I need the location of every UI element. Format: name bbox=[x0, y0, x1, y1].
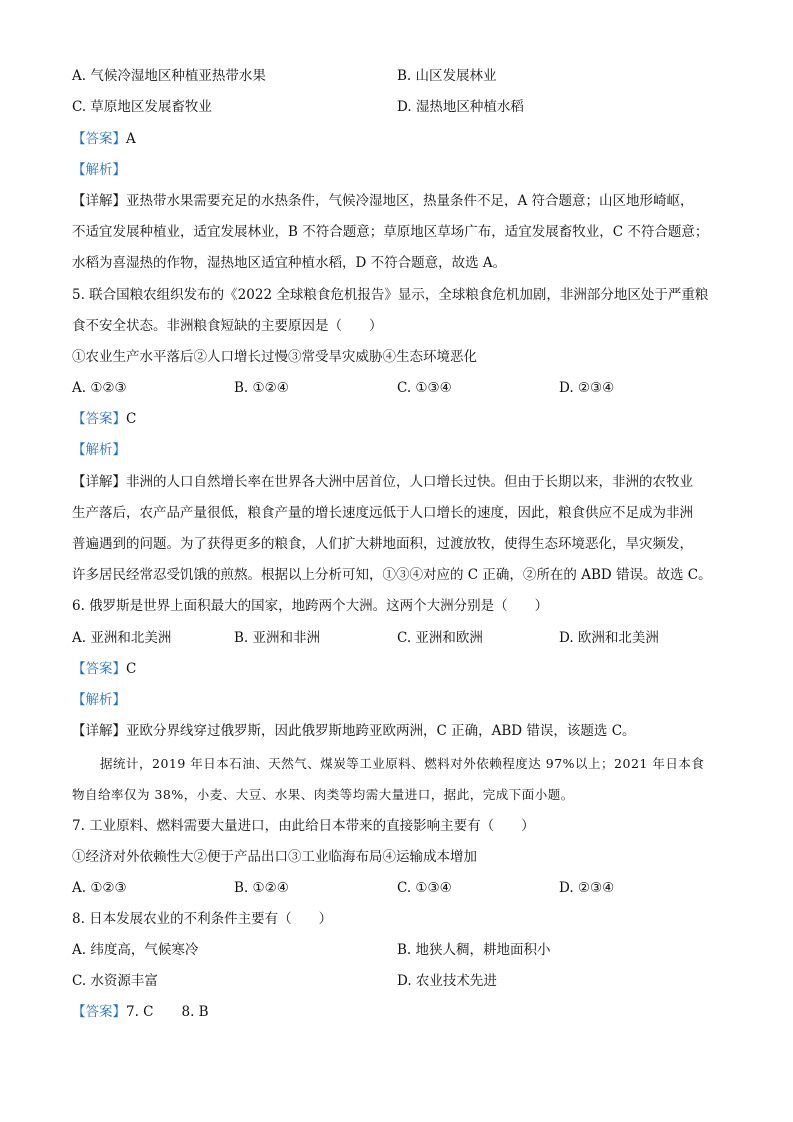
answer-tag: 【答案】 bbox=[72, 131, 126, 147]
q7-option-a: A. ①②③ bbox=[72, 880, 127, 896]
answer-8: 8. B bbox=[181, 1004, 209, 1020]
q8-option-d: D. 农业技术先进 bbox=[397, 973, 497, 989]
q5-stem-line-1: 5. 联合国粮农组织发布的《2022 全球粮食危机报告》显示，全球粮食危机加剧，非洲部分地区处于严重粮 bbox=[72, 287, 709, 303]
q4-option-c: C. 草原地区发展畜牧业 bbox=[72, 99, 212, 115]
detail-tag: 【详解】 bbox=[72, 193, 126, 209]
answer-tag: 【答案】 bbox=[72, 661, 126, 677]
q5-stem-line-2: 食不安全状态。非洲粮食短缺的主要原因是（ ） bbox=[72, 318, 383, 334]
q5-detail-line-3: 普遍遇到的问题。为了获得更多的粮食，人们扩大耕地面积，过渡放牧，使得生态环境恶化，旱灾频发， bbox=[72, 536, 693, 552]
q5-items: ①农业生产水平落后②人口增长过慢③常受旱灾威胁④生态环境恶化 bbox=[72, 349, 477, 365]
q4-option-b: B. 山区发展林业 bbox=[397, 68, 497, 84]
analysis-tag: 【解析】 bbox=[72, 692, 126, 708]
detail-tag: 【详解】 bbox=[72, 474, 126, 490]
q5-option-b: B. ①②④ bbox=[234, 380, 289, 396]
q5-option-d: D. ②③④ bbox=[559, 380, 615, 396]
q6-option-a: A. 亚洲和北美洲 bbox=[72, 630, 172, 646]
q8-option-a: A. 纬度高，气候寒冷 bbox=[72, 942, 199, 958]
analysis-tag: 【解析】 bbox=[72, 162, 126, 178]
q6-answer bbox=[72, 660, 136, 678]
q7-option-d: D. ②③④ bbox=[559, 880, 615, 896]
q6-stem: 6. 俄罗斯是世界上面积最大的国家，地跨两个大洲。这两个大洲分别是（ ） bbox=[72, 598, 549, 614]
q6-option-c: C. 亚洲和欧洲 bbox=[397, 630, 483, 646]
answer-value: C bbox=[126, 411, 137, 427]
q5-option-a: A. ①②③ bbox=[72, 380, 127, 396]
q4-detail-line-2: 不适宜发展种植业，适宜发展林业，B 不符合题意；草原地区草场广布，适宜发展畜牧业，C 不符合题意； bbox=[72, 224, 709, 240]
q7-option-c: C. ①③④ bbox=[397, 880, 452, 896]
q5-answer bbox=[72, 410, 136, 428]
answer-7: 7. C bbox=[126, 1004, 154, 1020]
q8-stem: 8. 日本发展农业的不利条件主要有（ ） bbox=[72, 911, 333, 927]
q6-option-d: D. 欧洲和北美洲 bbox=[559, 630, 659, 646]
answer-tag: 【答案】 bbox=[72, 1004, 126, 1020]
q5-detail-line-2: 生产落后，农产品产量很低，粮食产量的增长速度远低于人口增长的速度，因此，粮食供应不足成为非洲 bbox=[72, 505, 693, 521]
q7-items: ①经济对外依赖性大②便于产品出口③工业临海布局④运输成本增加 bbox=[72, 849, 477, 865]
detail-tag: 【详解】 bbox=[72, 723, 126, 739]
q7-option-b: B. ①②④ bbox=[234, 880, 289, 896]
analysis-tag: 【解析】 bbox=[72, 442, 126, 458]
q7-q8-answer bbox=[72, 1003, 209, 1021]
material-line-2: 物自给率仅为 38%，小麦、大豆、水果、肉类等均需大量进口，据此，完成下面小题。 bbox=[72, 787, 574, 802]
q6-detail bbox=[72, 722, 636, 740]
q4-option-d: D. 湿热地区种植水稻 bbox=[397, 99, 524, 115]
answer-tag: 【答案】 bbox=[72, 411, 126, 427]
q5-detail-line-1 bbox=[72, 473, 693, 491]
detail-text: 非洲的人口自然增长率在世界各大洲中居首位，人口增长过快。但由于长期以来，非洲的农牧业 bbox=[126, 474, 693, 490]
detail-text: 亚热带水果需要充足的水热条件，气候冷湿地区，热量条件不足，A 符合题意；山区地形崎岖， bbox=[126, 193, 694, 209]
answer-value: A bbox=[126, 131, 136, 147]
material-line-1: 据统计，2019 年日本石油、天然气、煤炭等工业原料、燃料对外依赖程度达 97%以上；2021 年日本食 bbox=[100, 756, 705, 771]
q4-answer bbox=[72, 130, 136, 148]
q5-detail-line-4: 许多居民经常忍受饥饿的煎熬。根据以上分析可知，①③④对应的 C 正确，②所在的 ABD 错误。故选 C。 bbox=[72, 567, 712, 583]
q6-option-b: B. 亚洲和非洲 bbox=[234, 630, 321, 646]
q5-option-c: C. ①③④ bbox=[397, 380, 452, 396]
q5-analysis bbox=[72, 441, 126, 459]
q8-option-b: B. 地狭人稠，耕地面积小 bbox=[397, 942, 551, 958]
answer-value: C bbox=[126, 661, 137, 677]
q4-detail-line-1 bbox=[72, 192, 694, 210]
detail-text: 亚欧分界线穿过俄罗斯，因此俄罗斯地跨亚欧两洲，C 正确，ABD 错误，该题选 C。 bbox=[126, 723, 636, 739]
q7-stem: 7. 工业原料、燃料需要大量进口，由此给日本带来的直接影响主要有（ ） bbox=[72, 818, 535, 834]
q6-analysis bbox=[72, 691, 126, 709]
q4-analysis bbox=[72, 161, 126, 179]
q8-option-c: C. 水资源丰富 bbox=[72, 973, 158, 989]
q4-detail-line-3: 水稻为喜湿热的作物，湿热地区适宜种植水稻，D 不符合题意，故选 A。 bbox=[72, 255, 507, 271]
q4-option-a: A. 气候冷湿地区种植亚热带水果 bbox=[72, 68, 266, 84]
